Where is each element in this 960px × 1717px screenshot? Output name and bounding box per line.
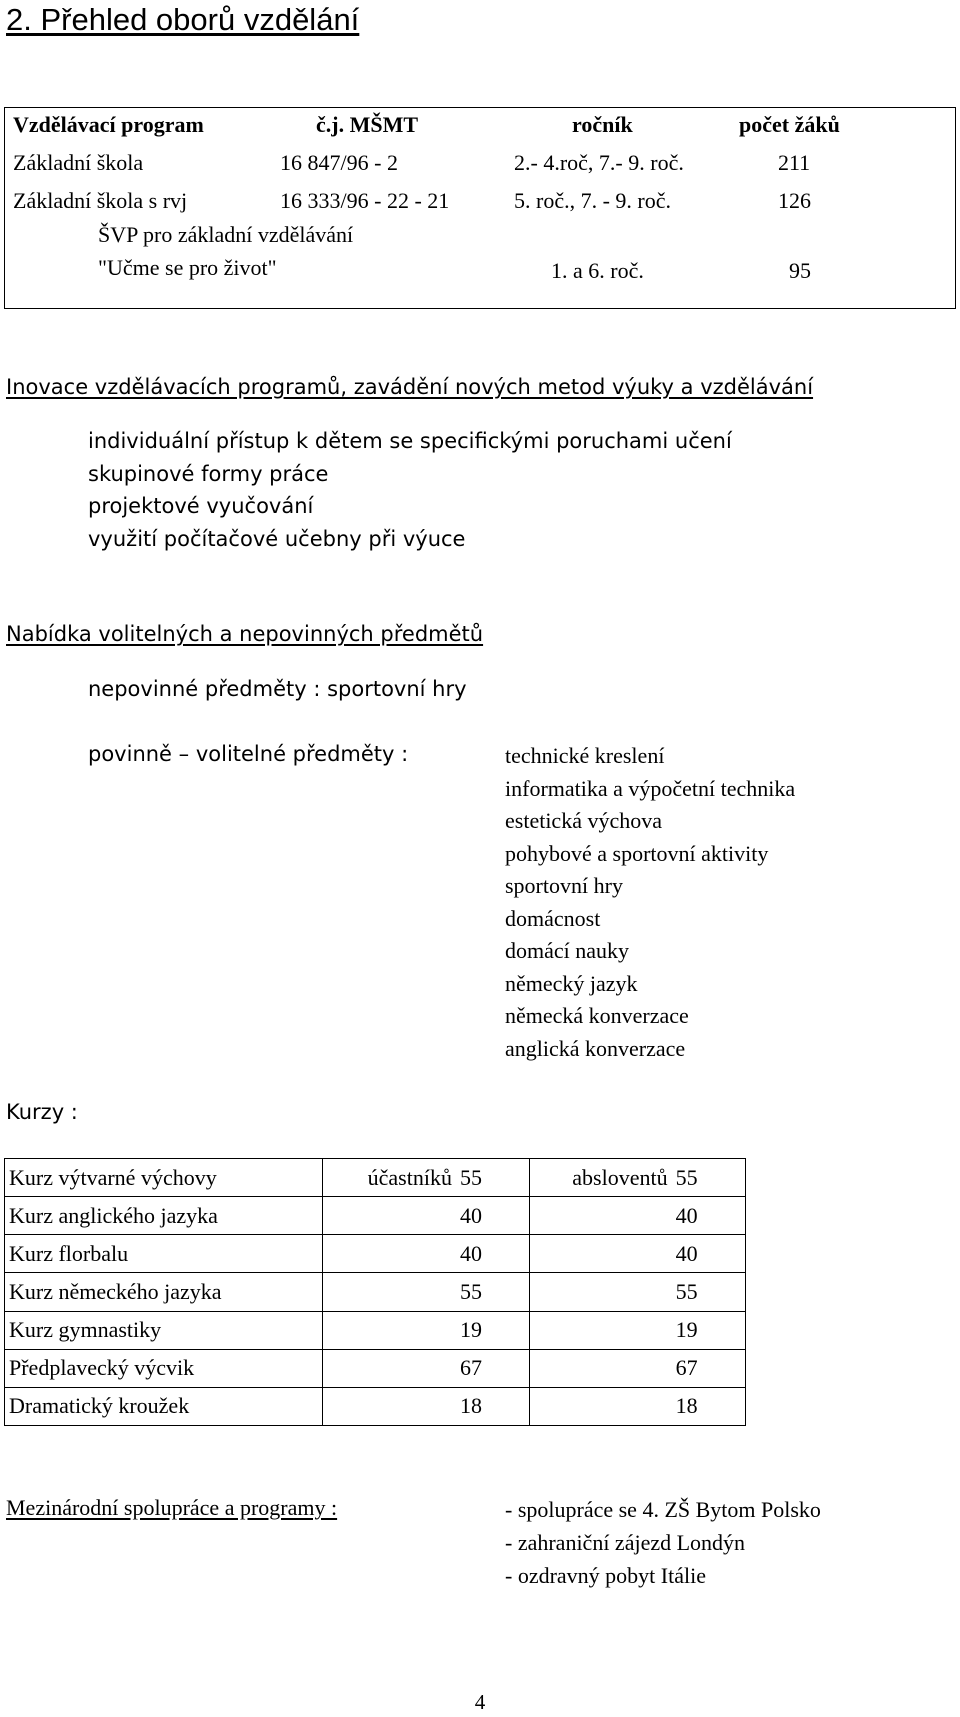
empty-cell: [530, 1235, 672, 1273]
table-row: [5, 1349, 746, 1387]
course-name: Kurz výtvarné výchovy: [5, 1159, 323, 1197]
list-item: anglická konverzace: [505, 1035, 686, 1061]
list-item: skupinové formy práce: [88, 461, 329, 486]
empty-cell: [322, 1273, 456, 1311]
table-row: [5, 1197, 746, 1235]
courses-table: [4, 1158, 746, 1426]
table-row: [5, 1387, 746, 1425]
course-name: Kurz anglického jazyka: [5, 1197, 323, 1235]
list-item: projektové vyučování: [88, 494, 314, 518]
svp-program-line2: "Učme se pro život": [98, 255, 277, 280]
empty-cell: [322, 1387, 456, 1425]
list-item: technické kreslení: [505, 743, 665, 768]
innovation-list: [88, 425, 732, 555]
empty-cell: [530, 1349, 672, 1387]
empty-cell: [322, 1197, 456, 1235]
empty-cell: [322, 1349, 456, 1387]
header-student-count: počet žáků: [739, 112, 840, 137]
row1-count: 211: [778, 150, 811, 175]
participants-value: 55: [456, 1159, 530, 1197]
course-name: Kurz německého jazyka: [5, 1273, 323, 1311]
course-name: Kurz florbalu: [5, 1235, 323, 1273]
page-number: 4: [474, 1690, 486, 1714]
list-item: německá konverzace: [505, 1003, 689, 1028]
participants-value: 40: [456, 1235, 530, 1273]
optional-subjects: nepovinné předměty : sportovní hry: [88, 677, 467, 701]
list-item: individuální přístup k dětem se specifickými poruchami učení: [88, 429, 732, 453]
mandatory-elective-label: povinně – volitelné předměty :: [88, 742, 409, 766]
header-program: Vzdělávací program: [13, 112, 204, 137]
row1-reference: 16 847/96 - 2: [280, 150, 398, 175]
graduates-value: 55: [672, 1159, 746, 1197]
row2-grade: 5. roč., 7. - 9. roč.: [514, 188, 672, 213]
graduates-value: 55: [672, 1273, 746, 1311]
graduates-value: 40: [672, 1235, 746, 1273]
row2-reference: 16 333/96 - 22 - 21: [280, 188, 450, 213]
participants-value: 67: [456, 1349, 530, 1387]
participants-value: 40: [456, 1197, 530, 1235]
program-table: [4, 107, 956, 309]
list-item: německý jazyk: [505, 970, 638, 996]
international-list: [505, 1493, 821, 1592]
table-row: [5, 1273, 746, 1311]
list-item: pohybové a sportovní aktivity: [505, 840, 769, 866]
list-item: - spolupráce se 4. ZŠ Bytom Polsko: [505, 1497, 821, 1522]
table-row: [5, 1235, 746, 1273]
course-name: Kurz gymnastiky: [5, 1311, 323, 1349]
participants-label: účastníků: [322, 1159, 456, 1197]
list-item: - zahraniční zájezd Londýn: [505, 1530, 746, 1555]
svp-program-line1: ŠVP pro základní vzdělávání: [98, 222, 354, 247]
page-title: 2. Přehled oborů vzdělání: [6, 2, 360, 37]
graduates-value: 18: [672, 1387, 746, 1425]
svp-count: 95: [789, 258, 811, 283]
innovation-heading: Inovace vzdělávacích programů, zavádění nových metod výuky a vzdělávání: [6, 375, 814, 399]
graduates-value: 19: [672, 1311, 746, 1349]
row2-program: Základní škola s rvj: [13, 188, 188, 213]
course-name: Předplavecký výcvik: [5, 1349, 323, 1387]
participants-value: 55: [456, 1273, 530, 1311]
empty-cell: [530, 1387, 672, 1425]
list-item: domácí nauky: [505, 938, 630, 963]
participants-value: 18: [456, 1387, 530, 1425]
empty-cell: [322, 1235, 456, 1273]
graduates-value: 40: [672, 1197, 746, 1235]
list-item: domácnost: [505, 905, 601, 931]
empty-cell: [530, 1273, 672, 1311]
courses-heading: Kurzy :: [6, 1100, 78, 1124]
row1-grade: 2.- 4.roč, 7.- 9. roč.: [514, 150, 684, 175]
international-heading: Mezinárodní spolupráce a programy :: [6, 1495, 338, 1520]
empty-cell: [322, 1311, 456, 1349]
electives-heading: Nabídka volitelných a nepovinných předmětů: [6, 622, 484, 646]
header-grade: ročník: [572, 112, 633, 137]
header-reference: č.j. MŠMT: [316, 112, 419, 137]
list-item: využití počítačové učebny při výuce: [88, 526, 466, 551]
svp-grade: 1. a 6. roč.: [551, 258, 644, 283]
participants-value: 19: [456, 1311, 530, 1349]
course-name: Dramatický kroužek: [5, 1387, 323, 1425]
graduates-value: 67: [672, 1349, 746, 1387]
list-item: informatika a výpočetní technika: [505, 775, 796, 801]
graduates-label: absloventů: [530, 1159, 672, 1197]
empty-cell: [530, 1311, 672, 1349]
row1-program: Základní škola: [13, 150, 144, 175]
table-row: [5, 1311, 746, 1349]
empty-cell: [530, 1197, 672, 1235]
row2-count: 126: [778, 188, 811, 213]
mandatory-elective-list: [505, 740, 795, 1065]
list-item: sportovní hry: [505, 873, 623, 898]
list-item: - ozdravný pobyt Itálie: [505, 1563, 706, 1588]
table-row: [5, 1159, 746, 1197]
list-item: estetická výchova: [505, 808, 662, 833]
